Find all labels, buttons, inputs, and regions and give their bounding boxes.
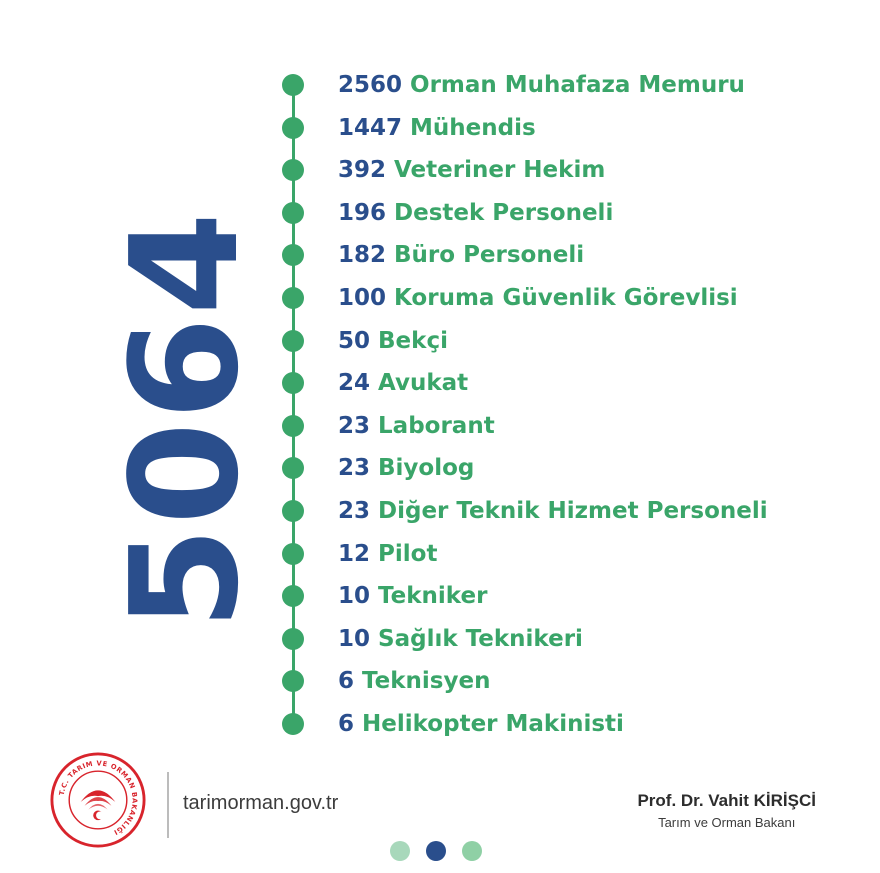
list-item [282, 453, 474, 483]
minister-surname: KİRİŞCİ [753, 791, 816, 810]
item-label: Helikopter Makinisti [362, 711, 624, 737]
list-item [282, 368, 468, 398]
item-count: 12 [338, 540, 371, 567]
timeline-dot [282, 372, 304, 394]
pager-dot[interactable] [426, 841, 446, 861]
item-count: 2560 [338, 72, 403, 98]
item-label: Destek Personeli [394, 199, 614, 226]
item-label: Pilot [378, 540, 438, 567]
item-count: 50 [338, 327, 371, 354]
timeline-dot [282, 202, 304, 224]
item-count: 6 [338, 668, 355, 695]
list-item [282, 113, 536, 143]
timeline-dot [282, 415, 304, 437]
item-label: Orman Muhafaza Memuru [410, 72, 745, 98]
item-count: 23 [338, 412, 371, 439]
ministry-seal-logo [50, 752, 146, 848]
list-item [282, 70, 745, 100]
timeline-dot [282, 244, 304, 266]
item-count: 24 [338, 370, 371, 397]
item-count: 23 [338, 455, 371, 482]
timeline-dot [282, 287, 304, 309]
item-label: Koruma Güvenlik Görevlisi [394, 285, 738, 311]
item-count: 10 [338, 583, 371, 610]
minister-name [637, 791, 816, 811]
svg-text:T.C. TARIM VE ORMAN BAKANLIĞI: T.C. TARIM VE ORMAN BAKANLIĞI [57, 759, 139, 837]
item-count: 23 [338, 498, 371, 524]
item-label: Bekçi [378, 327, 448, 354]
minister-signature [637, 791, 816, 830]
list-item [282, 624, 583, 654]
item-count: 196 [338, 199, 387, 226]
timeline-dot [282, 713, 304, 735]
item-label: Laborant [378, 412, 495, 439]
item-label: Diğer Teknik Hizmet Personeli [378, 498, 768, 524]
list-item [282, 666, 490, 696]
timeline-dot [282, 117, 304, 139]
item-label: Mühendis [410, 114, 536, 141]
list-item [282, 283, 738, 313]
carousel-pager [390, 841, 482, 861]
list-item [282, 240, 584, 270]
item-label: Büro Personeli [394, 242, 585, 269]
minister-title: Tarım ve Orman Bakanı [658, 815, 796, 830]
item-count: 392 [338, 157, 387, 184]
list-item [282, 539, 437, 569]
item-label: Sağlık Teknikeri [378, 625, 583, 652]
list-item [282, 411, 495, 441]
item-label: Biyolog [378, 455, 475, 482]
item-label: Veteriner Hekim [394, 157, 606, 184]
minister-name-prefix: Prof. Dr. Vahit [637, 791, 749, 810]
list-item [282, 709, 624, 739]
timeline-dot [282, 585, 304, 607]
timeline-dot [282, 330, 304, 352]
item-label: Tekniker [378, 583, 488, 610]
website-link[interactable]: tarimorman.gov.tr [183, 792, 339, 814]
item-label: Teknisyen [362, 668, 491, 695]
timeline-dot [282, 74, 304, 96]
item-count: 10 [338, 625, 371, 652]
list-item [282, 155, 605, 185]
item-count: 6 [338, 711, 355, 737]
total-number: 5064 [99, 210, 271, 630]
item-count: 100 [338, 285, 387, 311]
list-item [282, 326, 448, 356]
pager-dot[interactable] [390, 841, 410, 861]
timeline-dot [282, 457, 304, 479]
timeline-dot [282, 670, 304, 692]
timeline-dot [282, 628, 304, 650]
timeline-dot [282, 159, 304, 181]
pager-dot[interactable] [462, 841, 482, 861]
list-item [282, 581, 487, 611]
footer-divider [167, 772, 169, 838]
item-count: 1447 [338, 114, 403, 141]
timeline-dot [282, 500, 304, 522]
list-item [282, 496, 768, 526]
item-count: 182 [338, 242, 387, 269]
timeline-dot [282, 543, 304, 565]
list-item [282, 198, 613, 228]
item-label: Avukat [378, 370, 469, 397]
